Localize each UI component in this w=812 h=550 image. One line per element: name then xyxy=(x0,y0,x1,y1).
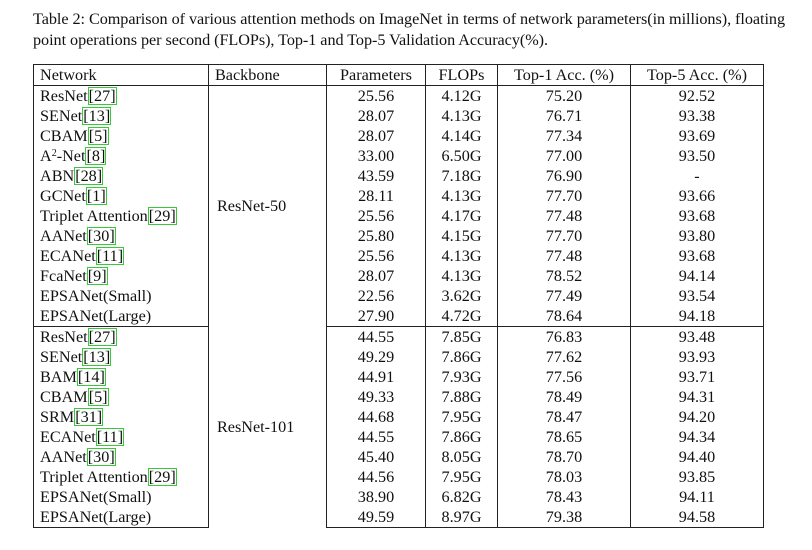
top5-cell: 93.50 xyxy=(631,146,764,166)
network-name: Triplet Attention xyxy=(40,468,148,486)
params-cell: 25.56 xyxy=(327,246,426,266)
citation-number[interactable]: 11 xyxy=(102,428,118,446)
params-cell: 28.07 xyxy=(327,106,426,126)
top1-cell: 76.90 xyxy=(498,166,631,186)
table-row xyxy=(34,407,764,427)
flops-cell: 8.97G xyxy=(426,507,498,528)
citation-box[interactable]: [5] xyxy=(88,388,108,406)
network-cell xyxy=(34,286,209,306)
table-row xyxy=(34,507,764,528)
flops-cell: 7.95G xyxy=(426,467,498,487)
params-cell: 33.00 xyxy=(327,146,426,166)
flops-cell: 4.13G xyxy=(426,266,498,286)
params-cell: 49.29 xyxy=(327,347,426,367)
flops-cell: 4.14G xyxy=(426,126,498,146)
network-cell xyxy=(34,407,209,427)
network-name: ResNet xyxy=(40,87,88,105)
network-cell xyxy=(34,266,209,286)
top1-cell: 76.71 xyxy=(498,106,631,126)
network-name: Triplet Attention xyxy=(40,207,148,225)
top5-cell: 93.68 xyxy=(631,246,764,266)
table-row xyxy=(34,186,764,206)
header-top5: Top-5 Acc. (%) xyxy=(631,65,764,86)
flops-cell: 7.86G xyxy=(426,427,498,447)
network-name: ECANet xyxy=(40,247,96,265)
citation-number[interactable]: 28 xyxy=(80,167,97,185)
flops-cell: 4.12G xyxy=(426,86,498,107)
citation-box[interactable]: [30] xyxy=(87,227,115,245)
top5-cell: 93.85 xyxy=(631,467,764,487)
network-cell xyxy=(34,507,209,528)
table-caption: Table 2: Comparison of various attention methods on ImageNet in terms of network parameters(in millions), floating point operations per second (FLOPs), Top-1 and Top-5 Validation Accuracy(%). xyxy=(33,10,786,49)
flops-cell: 6.50G xyxy=(426,146,498,166)
header-top1: Top-1 Acc. (%) xyxy=(498,65,631,86)
params-cell: 44.56 xyxy=(327,467,426,487)
params-cell: 44.68 xyxy=(327,407,426,427)
flops-cell: 7.85G xyxy=(426,327,498,348)
network-cell xyxy=(34,246,209,266)
top5-cell: 94.18 xyxy=(631,306,764,327)
network-name: SRM xyxy=(40,408,75,426)
network-cell xyxy=(34,427,209,447)
top5-cell: 92.52 xyxy=(631,86,764,107)
network-cell xyxy=(34,206,209,226)
params-cell: 38.90 xyxy=(327,487,426,507)
network-cell xyxy=(34,327,209,348)
params-cell: 28.07 xyxy=(327,126,426,146)
citation-number[interactable]: 29 xyxy=(154,207,171,225)
citation-box[interactable]: [11] xyxy=(96,247,124,265)
table-row xyxy=(34,106,764,126)
top5-cell: 93.71 xyxy=(631,367,764,387)
citation-box[interactable]: [14] xyxy=(77,368,105,386)
network-name: SENet xyxy=(40,348,83,366)
citation-number[interactable]: 11 xyxy=(102,247,118,265)
table-row xyxy=(34,467,764,487)
network-name: EPSANet(Small) xyxy=(40,488,152,506)
citation-number[interactable]: 27 xyxy=(94,328,111,346)
top5-cell: 94.14 xyxy=(631,266,764,286)
table-row xyxy=(34,126,764,146)
top5-cell: 94.11 xyxy=(631,487,764,507)
table-row xyxy=(34,327,764,348)
citation-number[interactable]: 8 xyxy=(91,147,100,165)
flops-cell: 4.72G xyxy=(426,306,498,327)
top1-cell: 78.49 xyxy=(498,387,631,407)
params-cell: 49.59 xyxy=(327,507,426,528)
top1-cell: 77.70 xyxy=(498,186,631,206)
network-name: GCNet xyxy=(40,187,86,205)
table-row xyxy=(34,447,764,467)
network-cell xyxy=(34,126,209,146)
params-cell: 44.55 xyxy=(327,327,426,348)
table-row xyxy=(34,427,764,447)
citation-number[interactable]: 5 xyxy=(94,388,103,406)
params-cell: 44.55 xyxy=(327,427,426,447)
network-name: AANet xyxy=(40,227,87,245)
header-backbone: Backbone xyxy=(209,65,327,86)
flops-cell: 3.62G xyxy=(426,286,498,306)
top5-cell: - xyxy=(631,166,764,186)
network-name: A xyxy=(40,147,52,165)
citation-box[interactable]: [13] xyxy=(83,107,111,125)
top5-cell: 93.69 xyxy=(631,126,764,146)
table-row xyxy=(34,206,764,226)
citation-box[interactable]: [29] xyxy=(148,207,176,225)
top1-cell: 77.48 xyxy=(498,206,631,226)
flops-cell: 7.88G xyxy=(426,387,498,407)
citation-box[interactable]: [31] xyxy=(75,408,103,426)
network-name: SENet xyxy=(40,107,83,125)
top5-cell: 94.31 xyxy=(631,387,764,407)
citation-box[interactable]: [28] xyxy=(75,167,103,185)
backbone-cell: ResNet-50 xyxy=(209,86,327,327)
citation-number[interactable]: 27 xyxy=(94,87,111,105)
top5-cell: 94.20 xyxy=(631,407,764,427)
params-cell: 25.80 xyxy=(327,226,426,246)
top1-cell: 77.48 xyxy=(498,246,631,266)
params-cell: 22.56 xyxy=(327,286,426,306)
comparison-table xyxy=(33,64,764,528)
network-name: AANet xyxy=(40,448,87,466)
network-cell xyxy=(34,347,209,367)
top1-cell: 77.34 xyxy=(498,126,631,146)
network-cell xyxy=(34,306,209,327)
table-row xyxy=(34,487,764,507)
network-name: EPSANet(Large) xyxy=(40,307,152,325)
network-cell xyxy=(34,106,209,126)
params-cell: 49.33 xyxy=(327,387,426,407)
table-row xyxy=(34,266,764,286)
network-name-suffix: -Net xyxy=(56,147,86,165)
citation-number[interactable]: 9 xyxy=(93,267,102,285)
table-row xyxy=(34,367,764,387)
citation-number[interactable]: 13 xyxy=(88,107,105,125)
top1-cell: 78.03 xyxy=(498,467,631,487)
table-row xyxy=(34,166,764,186)
network-cell xyxy=(34,86,209,107)
params-cell: 28.07 xyxy=(327,266,426,286)
citation-box[interactable]: [5] xyxy=(88,127,108,145)
network-name-superscript: 2 xyxy=(51,148,57,159)
citation-box[interactable]: [9] xyxy=(87,267,107,285)
top1-cell: 76.83 xyxy=(498,327,631,348)
flops-cell: 7.95G xyxy=(426,407,498,427)
params-cell: 27.90 xyxy=(327,306,426,327)
network-cell xyxy=(34,226,209,246)
flops-cell: 4.17G xyxy=(426,206,498,226)
network-cell xyxy=(34,467,209,487)
resnet50-group xyxy=(34,86,764,327)
flops-cell: 7.93G xyxy=(426,367,498,387)
citation-number[interactable]: 1 xyxy=(92,187,101,205)
params-cell: 25.56 xyxy=(327,206,426,226)
network-name: EPSANet(Large) xyxy=(40,508,152,526)
network-cell xyxy=(34,487,209,507)
network-name: ResNet xyxy=(40,328,88,346)
network-cell xyxy=(34,367,209,387)
params-cell: 25.56 xyxy=(327,86,426,107)
top1-cell: 78.47 xyxy=(498,407,631,427)
citation-box[interactable]: [8] xyxy=(86,147,106,165)
flops-cell: 4.15G xyxy=(426,226,498,246)
header-network: Network xyxy=(34,65,209,86)
params-cell: 43.59 xyxy=(327,166,426,186)
citation-box[interactable]: [11] xyxy=(96,428,124,446)
citation-number[interactable]: 30 xyxy=(93,227,110,245)
citation-number[interactable]: 5 xyxy=(94,127,103,145)
top5-cell: 93.68 xyxy=(631,206,764,226)
top5-cell: 94.34 xyxy=(631,427,764,447)
network-name: BAM xyxy=(40,368,77,386)
top5-cell: 94.40 xyxy=(631,447,764,467)
citation-box[interactable]: [29] xyxy=(148,468,176,486)
network-name: FcaNet xyxy=(40,267,87,285)
backbone-cell: ResNet-101 xyxy=(209,327,327,528)
top1-cell: 79.38 xyxy=(498,507,631,528)
flops-cell: 4.13G xyxy=(426,186,498,206)
header-flops: FLOPs xyxy=(426,65,498,86)
params-cell: 28.11 xyxy=(327,186,426,206)
citation-number[interactable]: 14 xyxy=(83,368,100,386)
table-row xyxy=(34,146,764,166)
table-row xyxy=(34,387,764,407)
top5-cell: 93.93 xyxy=(631,347,764,367)
citation-box[interactable]: [27] xyxy=(88,87,116,105)
citation-box[interactable]: [30] xyxy=(87,448,115,466)
top1-cell: 77.49 xyxy=(498,286,631,306)
flops-cell: 4.13G xyxy=(426,106,498,126)
network-cell xyxy=(34,387,209,407)
table-row xyxy=(34,226,764,246)
table-row xyxy=(34,306,764,327)
citation-box[interactable]: [27] xyxy=(88,328,116,346)
resnet101-group xyxy=(34,327,764,528)
top1-cell: 75.20 xyxy=(498,86,631,107)
top5-cell: 93.66 xyxy=(631,186,764,206)
top5-cell: 93.48 xyxy=(631,327,764,348)
network-name: ECANet xyxy=(40,428,96,446)
table-row xyxy=(34,246,764,266)
network-cell xyxy=(34,146,209,166)
flops-cell: 4.13G xyxy=(426,246,498,266)
top5-cell: 93.54 xyxy=(631,286,764,306)
table-header xyxy=(34,65,764,86)
header-parameters: Parameters xyxy=(327,65,426,86)
citation-box[interactable]: [1] xyxy=(86,187,106,205)
top1-cell: 78.65 xyxy=(498,427,631,447)
params-cell: 45.40 xyxy=(327,447,426,467)
citation-number[interactable]: 13 xyxy=(88,348,105,366)
citation-number[interactable]: 31 xyxy=(80,408,97,426)
flops-cell: 6.82G xyxy=(426,487,498,507)
table-row xyxy=(34,347,764,367)
top5-cell: 93.38 xyxy=(631,106,764,126)
citation-number[interactable]: 29 xyxy=(154,468,171,486)
network-cell xyxy=(34,447,209,467)
flops-cell: 7.18G xyxy=(426,166,498,186)
header-row xyxy=(34,65,764,86)
citation-number[interactable]: 30 xyxy=(93,448,110,466)
top1-cell: 77.00 xyxy=(498,146,631,166)
flops-cell: 7.86G xyxy=(426,347,498,367)
network-name: CBAM xyxy=(40,127,88,145)
top1-cell: 77.70 xyxy=(498,226,631,246)
network-name: ABN xyxy=(40,167,75,185)
top1-cell: 78.70 xyxy=(498,447,631,467)
network-name: CBAM xyxy=(40,388,88,406)
flops-cell: 8.05G xyxy=(426,447,498,467)
top1-cell: 77.62 xyxy=(498,347,631,367)
network-cell xyxy=(34,186,209,206)
top1-cell: 78.64 xyxy=(498,306,631,327)
top1-cell: 78.52 xyxy=(498,266,631,286)
citation-box[interactable]: [13] xyxy=(83,348,111,366)
network-name: EPSANet(Small) xyxy=(40,287,152,305)
top1-cell: 78.43 xyxy=(498,487,631,507)
table-row xyxy=(34,286,764,306)
table-row xyxy=(34,86,764,107)
top5-cell: 93.80 xyxy=(631,226,764,246)
network-cell xyxy=(34,166,209,186)
top5-cell: 94.58 xyxy=(631,507,764,528)
params-cell: 44.91 xyxy=(327,367,426,387)
top1-cell: 77.56 xyxy=(498,367,631,387)
